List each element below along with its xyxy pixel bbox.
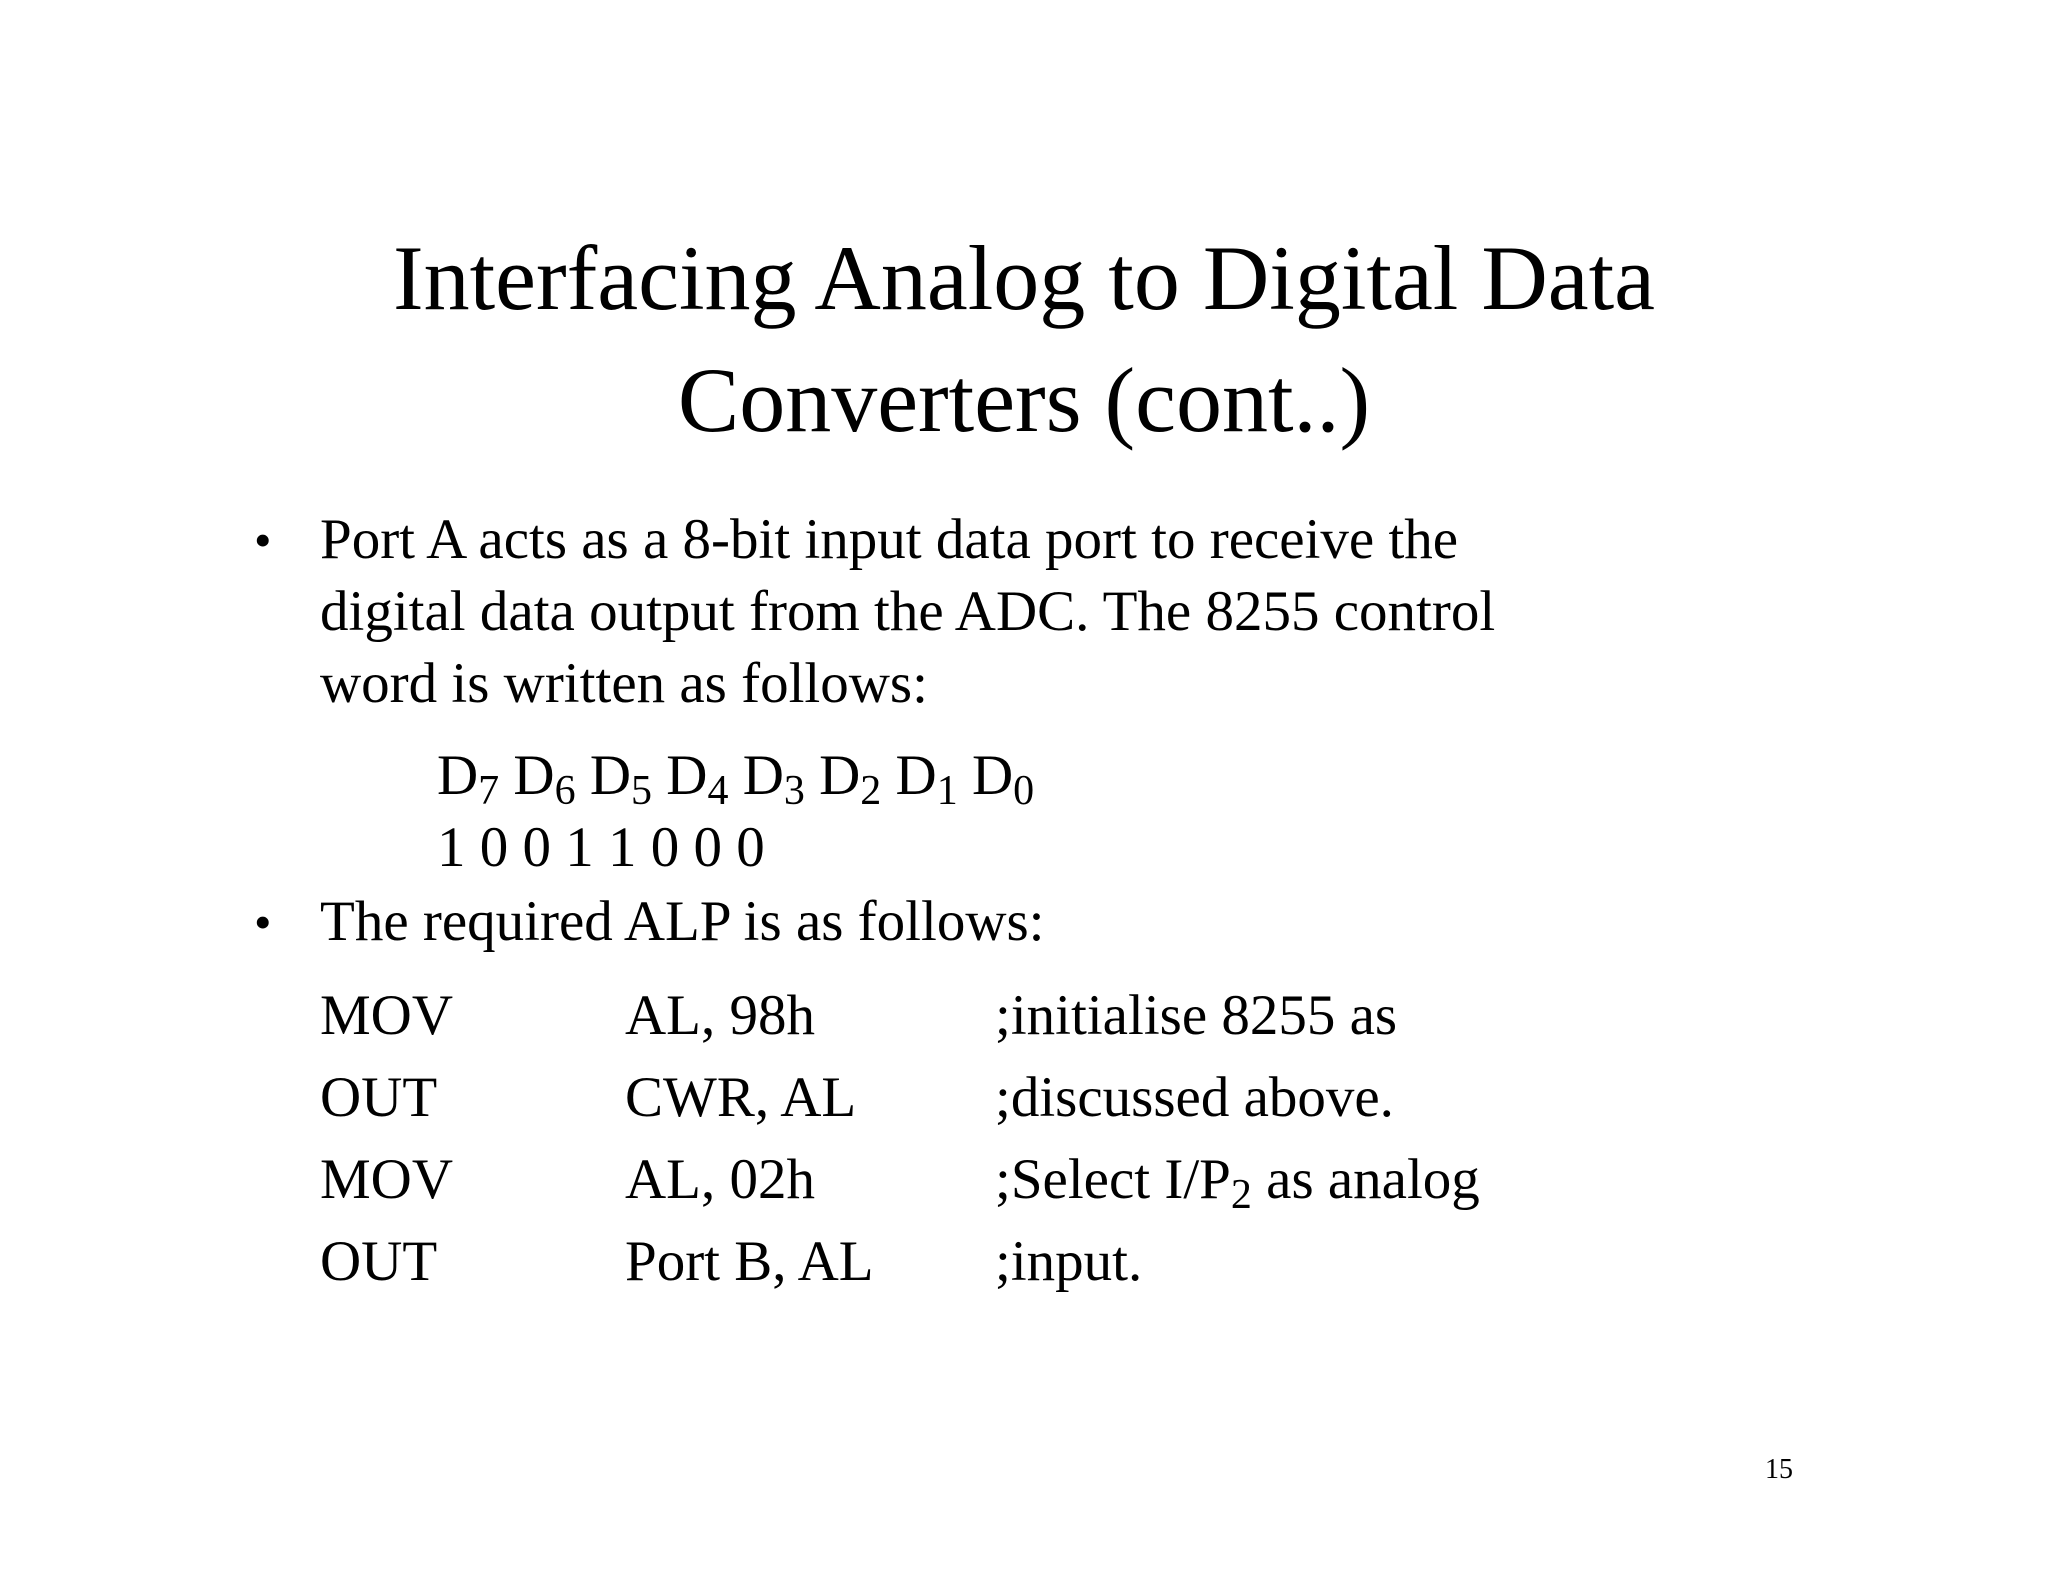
code-line-3 — [0, 1140, 2048, 1220]
code-arg: Port B, AL — [625, 1230, 874, 1293]
code-arg: AL, 02h — [625, 1148, 815, 1211]
bullet-1-line-1: Port A acts as a 8-bit input data port to receive the — [320, 508, 1459, 571]
slide-title-line-2: Converters (cont..) — [677, 349, 1371, 451]
bit-label-d0: $D_0$ — [971, 744, 1035, 814]
code-op: OUT — [320, 1066, 438, 1129]
code-comment: ;initialise 8255 as — [995, 984, 1398, 1047]
code-comment: ;discussed above. — [995, 1066, 1394, 1129]
bullet-marker-2: • — [254, 894, 272, 950]
code-arg: AL, 98h — [625, 984, 815, 1047]
code-op: MOV — [320, 984, 454, 1047]
code-line-4 — [0, 1222, 2048, 1302]
code-line-1 — [0, 976, 2048, 1056]
bullet-1-line-2: digital data output from the ADC. The 8255 control — [320, 580, 1496, 643]
bit-label-d7: $D_7$ — [437, 744, 500, 814]
bit-label-d4: $D_4$ — [666, 744, 729, 814]
bit-label-d2: $D_2$ — [819, 744, 882, 814]
bullet-2-text: The required ALP is as follows: — [320, 890, 1045, 953]
bullet-1-line-3: word is written as follows: — [320, 652, 928, 715]
page-number: 15 — [1765, 1454, 1793, 1485]
code-comment: ;Select $I/P_2$ as analog — [995, 1148, 1480, 1218]
code-comment: ;input. — [995, 1230, 1143, 1293]
code-op: MOV — [320, 1148, 454, 1211]
code-op: OUT — [320, 1230, 438, 1293]
slide-title-line-1: Interfacing Analog to Digital Data — [392, 227, 1656, 329]
control-word-bit-labels — [437, 740, 1034, 812]
bit-label-d1: $D_1$ — [895, 744, 958, 814]
bit-label-d6: $D_6$ — [513, 744, 576, 814]
code-arg: CWR, AL — [625, 1066, 857, 1129]
code-line-2 — [0, 1058, 2048, 1138]
bullet-marker-1: • — [254, 512, 272, 568]
bit-label-d5: $D_5$ — [589, 744, 653, 814]
bit-label-d3: $D_3$ — [742, 744, 805, 814]
control-word-bit-values: 1 0 0 1 1 0 0 0 — [437, 816, 765, 879]
